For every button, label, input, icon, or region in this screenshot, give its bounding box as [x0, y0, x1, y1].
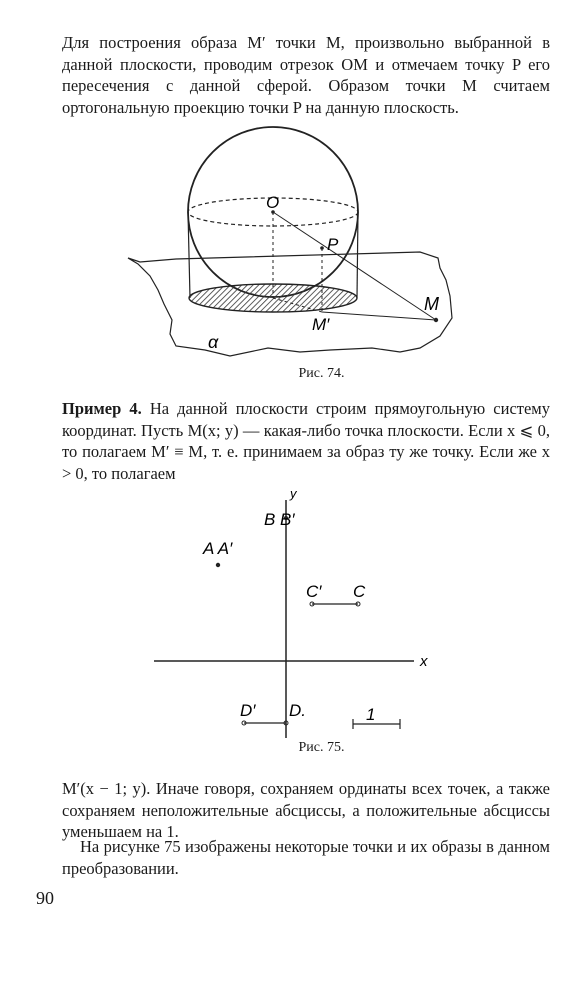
label-C: C	[353, 582, 366, 601]
figure-74-caption: Рис. 74.	[298, 366, 345, 381]
paragraph-figure-reference: На рисунке 75 изображены некоторые точки и их образы в данном преобразовании.	[62, 837, 550, 878]
page-number: 90	[36, 888, 54, 908]
label-D: D.	[289, 701, 306, 720]
example-text: На данной плоскости строим прямоугольную систему координат. Пусть M(x; y) — какая-либо точка плоскости. Если x ⩽ 0, то полагаем M′ ≡ M, т. е. принимаем за образ ту же точку. Если же x > 0, то полагаем	[62, 399, 550, 483]
label-x: x	[420, 653, 428, 670]
label-P: P	[327, 235, 339, 254]
label-C-prime: C′	[306, 582, 322, 601]
label-alpha: α	[208, 332, 219, 352]
label-D-prime: D′	[240, 701, 256, 720]
label-M-prime: M′	[312, 315, 330, 334]
paragraph-explanation: M′(x − 1; y). Иначе говоря, сохраняем ординаты всех точек, а также сохраняем неположительные абсциссы, а положительные абсциссы уменьшаем на 1.	[62, 779, 550, 841]
figure-75-caption: Рис. 75.	[298, 740, 345, 755]
label-M: M	[424, 294, 439, 314]
paragraph-intro: Для построения образа M′ точки M, произвольно выбранной в данной плоскости, проводим отрезок OM и отмечаем точку P его пересечения с данной сферой. Образом точки M считаем ортогональную проекцию точки P на данную плоскость.	[62, 33, 550, 117]
example-heading: Пример 4.	[62, 399, 142, 418]
point-A	[216, 563, 220, 567]
label-y: y	[290, 486, 297, 501]
label-O: O	[266, 193, 280, 212]
label-A-Aprime: A A′	[203, 539, 233, 558]
label-B-Bprime: B B′	[264, 510, 295, 529]
label-unit: 1	[366, 705, 376, 724]
